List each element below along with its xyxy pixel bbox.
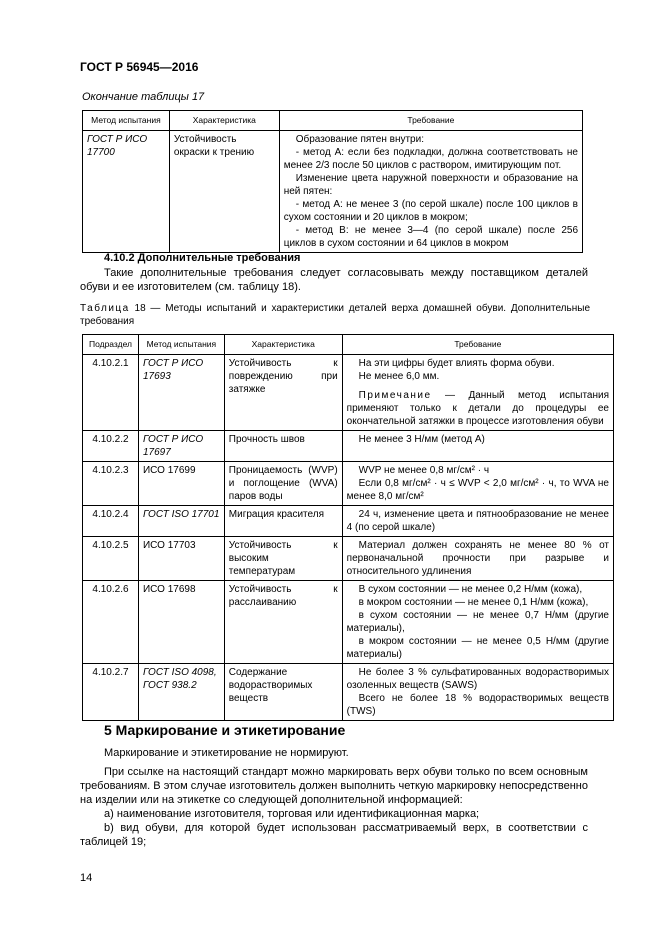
- row-method: ИСО 17698: [138, 581, 224, 664]
- req-line: Не менее 6,0 мм.: [358, 371, 440, 382]
- paragraph: Маркирование и этикетирование не нормируют.: [104, 747, 349, 759]
- req-line: Всего не более 18 % водорастворимых веществ (TWS): [346, 693, 609, 717]
- section-4-10-2-text: [80, 266, 588, 294]
- table18-header-sub: Подраздел: [83, 335, 139, 355]
- paragraph: При ссылке на настоящий стандарт можно маркировать верх обуви только по всем основным требованиям. В этом случае изготовитель должен выполнить четкую маркировку непосредственно на изделии или на этикетке со следующей дополнительной информацией:: [80, 766, 588, 806]
- table17-characteristic: Устойчивость окраски к трению: [169, 131, 279, 253]
- row-characteristic: Содержание водорастворимых веществ: [224, 664, 342, 721]
- row-characteristic: Устойчивость к расслаиванию: [224, 581, 342, 664]
- row-characteristic: Миграция красителя: [224, 506, 342, 537]
- table17-requirement: [279, 131, 582, 253]
- table18-header-characteristic: Характеристика: [224, 335, 342, 355]
- row-subsection: 4.10.2.6: [83, 581, 139, 664]
- paragraph: а) наименование изготовителя, торговая или идентификационная марка;: [104, 808, 480, 820]
- req-line: - метод А: не менее 3 (по серой шкале) после 100 циклов в сухом состоянии и 20 циклов в мокром;: [283, 199, 578, 223]
- row-characteristic: Устойчивость к высоким температурам: [224, 537, 342, 581]
- row-method: ИСО 17703: [138, 537, 224, 581]
- table17: [82, 110, 583, 253]
- table-row: [83, 506, 614, 537]
- table18-caption: [80, 302, 590, 328]
- paragraph: b) вид обуви, для которой будет использован рассматриваемый верх, в соответствии с таблицей 19;: [80, 822, 588, 848]
- section5-heading: 5 Маркирование и этикетирование: [104, 722, 346, 738]
- row-requirement: [342, 462, 613, 506]
- row-requirement: [342, 355, 613, 431]
- row-requirement: [342, 581, 613, 664]
- row-subsection: 4.10.2.7: [83, 664, 139, 721]
- req-line: Не менее 3 Н/мм (метод А): [358, 434, 485, 445]
- req-line: 24 ч, изменение цвета и пятнообразование не менее 4 (по серой шкале): [346, 509, 609, 533]
- table-row: [83, 355, 614, 431]
- row-subsection: 4.10.2.3: [83, 462, 139, 506]
- req-line: В сухом состоянии — не менее 0,2 Н/мм (кожа),: [358, 584, 583, 595]
- table18-caption-label: Таблица: [80, 303, 130, 314]
- row-requirement: [342, 664, 613, 721]
- table18-caption-text: 18 — Методы испытаний и характеристики деталей верха домашней обуви. Дополнительные требования: [80, 303, 590, 327]
- req-line: в мокром состоянии — не менее 0,5 Н/мм (другие материалы): [346, 636, 609, 660]
- table17-method: ГОСТ Р ИСО 17700: [83, 131, 170, 253]
- req-line: Материал должен сохранять не менее 80 % от первоначальной прочности при разрыве и относительного удлинения: [346, 540, 609, 577]
- row-requirement: [342, 506, 613, 537]
- table17-header-row: [83, 111, 583, 131]
- req-line: Изменение цвета наружной поверхности и образование на ней пятен:: [283, 173, 578, 197]
- table-row: [83, 581, 614, 664]
- table18: [82, 334, 614, 721]
- note-text: — Данный метод испытания применяют только к детали до процедуры ее окончательной затяжки в процессе изготовления обуви: [346, 390, 609, 427]
- table-row: [83, 431, 614, 462]
- row-characteristic: Проницаемость (WVP) и поглощение (WVA) паров воды: [224, 462, 342, 506]
- table-row: [83, 537, 614, 581]
- table17-header-method: Метод испытания: [83, 111, 170, 131]
- row-requirement: [342, 537, 613, 581]
- table-row: [83, 131, 583, 253]
- standard-header: ГОСТ Р 56945—2016: [80, 60, 199, 74]
- row-requirement: [342, 431, 613, 462]
- table18-header-requirement: Требование: [342, 335, 613, 355]
- page-number: 14: [80, 872, 93, 884]
- req-line: - метод В: не менее 3—4 (по серой шкале) после 256 циклов в сухом состоянии и 64 циклов в мокром: [283, 225, 578, 249]
- row-note: [347, 389, 609, 428]
- note-label: Примечание: [358, 390, 432, 401]
- row-method: ГОСТ Р ИСО 17693: [138, 355, 224, 431]
- table-row: [83, 664, 614, 721]
- req-line: - метод А: если без подкладки, должна соответствовать не менее 2/3 после 50 циклов с раствором, имитирующим пот.: [283, 147, 578, 171]
- paragraph: Такие дополнительные требования следует согласовывать между поставщиком деталей обуви и ее изготовителем (см. таблицу 18).: [80, 267, 588, 293]
- table18-header-row: [83, 335, 614, 355]
- table-row: [83, 462, 614, 506]
- req-line: в сухом состоянии — не менее 0,7 Н/мм (другие материалы),: [346, 610, 609, 634]
- row-method: ГОСТ Р ИСО 17697: [138, 431, 224, 462]
- table18-header-method: Метод испытания: [138, 335, 224, 355]
- row-subsection: 4.10.2.2: [83, 431, 139, 462]
- row-subsection: 4.10.2.5: [83, 537, 139, 581]
- row-method: ИСО 17699: [138, 462, 224, 506]
- row-method: ГОСТ ISO 4098, ГОСТ 938.2: [138, 664, 224, 721]
- table17-header-characteristic: Характеристика: [169, 111, 279, 131]
- req-line: На эти цифры будет влиять форма обуви.: [358, 358, 555, 369]
- section-4-10-2-heading: 4.10.2 Дополнительные требования: [104, 252, 301, 264]
- req-line: Не более 3 % сульфатированных водорастворимых озоленных веществ (SAWS): [346, 667, 609, 691]
- row-subsection: 4.10.2.1: [83, 355, 139, 431]
- req-line: Образование пятен внутри:: [295, 134, 424, 145]
- row-method: ГОСТ ISO 17701: [138, 506, 224, 537]
- req-line: Если 0,8 мг/см² · ч ≤ WVP < 2,0 мг/см² · ч, то WVA не менее 8,0 мг/см²: [346, 478, 609, 502]
- row-subsection: 4.10.2.4: [83, 506, 139, 537]
- req-line: в мокром состоянии — не менее 0,1 Н/мм (кожа),: [358, 597, 589, 608]
- row-characteristic: Устойчивость к повреждению при затяжке: [224, 355, 342, 431]
- table17-caption: Окончание таблицы 17: [82, 91, 205, 103]
- row-characteristic: Прочность швов: [224, 431, 342, 462]
- table17-header-requirement: Требование: [279, 111, 582, 131]
- req-line: WVP не менее 0,8 мг/см² · ч: [358, 465, 490, 476]
- table18-body: [83, 355, 614, 721]
- section5-text: [80, 746, 588, 849]
